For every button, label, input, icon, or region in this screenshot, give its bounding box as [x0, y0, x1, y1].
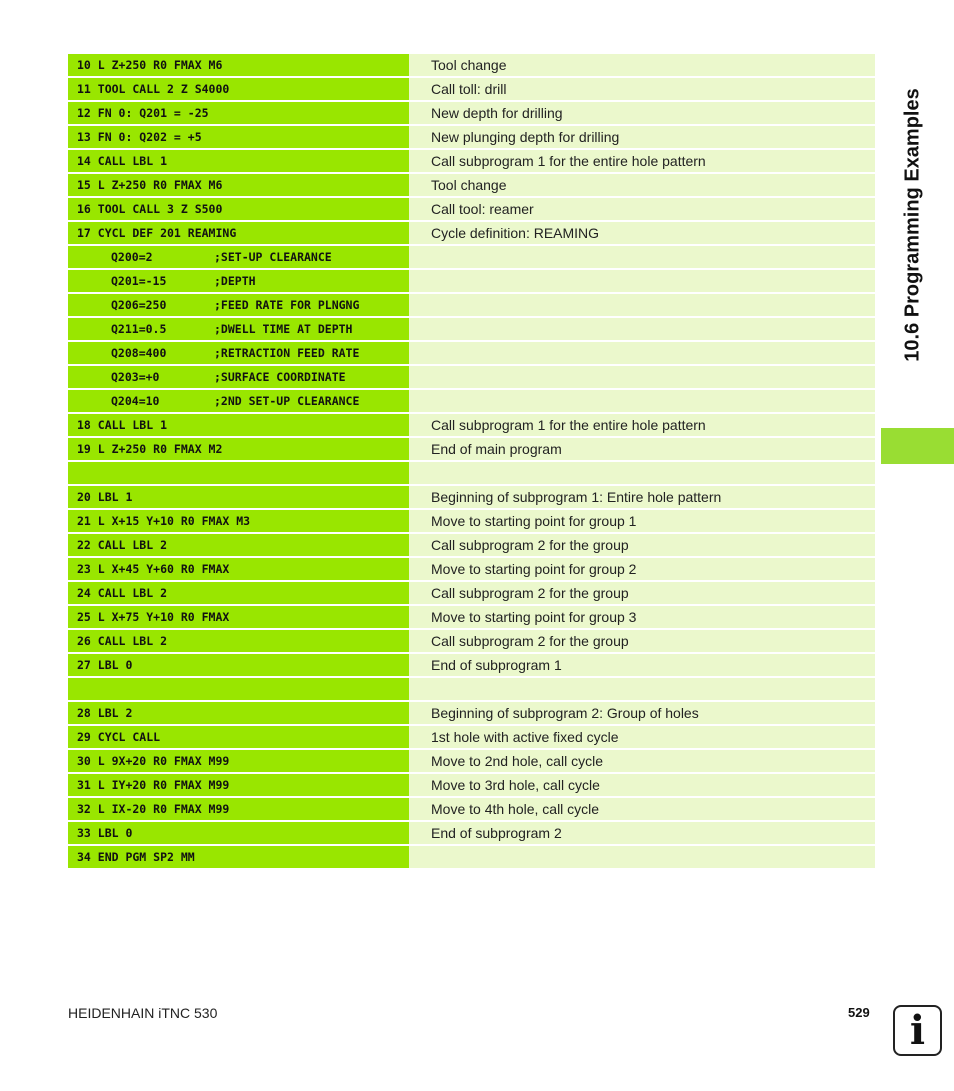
- table-row: [68, 342, 875, 364]
- nc-code-cell: [68, 366, 409, 388]
- cycle-parameter-comment: ;SET-UP CLEARANCE: [214, 250, 332, 264]
- description-cell: Call subprogram 2 for the group: [409, 534, 875, 556]
- nc-code-cell: 15 L Z+250 R0 FMAX M6: [68, 174, 409, 196]
- table-row: [68, 462, 875, 484]
- description-cell: Move to 4th hole, call cycle: [409, 798, 875, 820]
- description-cell: Tool change: [409, 54, 875, 76]
- nc-code-cell: [68, 462, 409, 484]
- nc-code-cell: [68, 390, 409, 412]
- cycle-parameter-comment: ;2ND SET-UP CLEARANCE: [214, 394, 360, 408]
- nc-code-cell: [68, 678, 409, 700]
- chapter-tab-marker: [881, 428, 954, 464]
- table-row: [68, 822, 875, 844]
- nc-code-cell: 12 FN 0: Q201 = -25: [68, 102, 409, 124]
- table-row: [68, 102, 875, 124]
- description-cell: [409, 846, 875, 868]
- table-row: [68, 150, 875, 172]
- table-row: [68, 702, 875, 724]
- description-cell: End of subprogram 2: [409, 822, 875, 844]
- nc-code-cell: 18 CALL LBL 1: [68, 414, 409, 436]
- nc-code-cell: 23 L X+45 Y+60 R0 FMAX: [68, 558, 409, 580]
- table-row: [68, 678, 875, 700]
- description-cell: Beginning of subprogram 1: Entire hole pattern: [409, 486, 875, 508]
- nc-code-cell: 34 END PGM SP2 MM: [68, 846, 409, 868]
- nc-code-cell: 16 TOOL CALL 3 Z S500: [68, 198, 409, 220]
- table-row: [68, 126, 875, 148]
- nc-code-cell: 30 L 9X+20 R0 FMAX M99: [68, 750, 409, 772]
- nc-code-cell: 14 CALL LBL 1: [68, 150, 409, 172]
- description-cell: End of subprogram 1: [409, 654, 875, 676]
- nc-code-cell: 19 L Z+250 R0 FMAX M2: [68, 438, 409, 460]
- table-row: [68, 198, 875, 220]
- description-cell: Move to 2nd hole, call cycle: [409, 750, 875, 772]
- nc-code-cell: 28 LBL 2: [68, 702, 409, 724]
- cycle-parameter-value: Q206=250: [111, 298, 167, 312]
- table-row: [68, 414, 875, 436]
- table-row: [68, 174, 875, 196]
- nc-code-cell: 11 TOOL CALL 2 Z S4000: [68, 78, 409, 100]
- cycle-parameter-comment: ;DEPTH: [214, 274, 256, 288]
- table-row: [68, 654, 875, 676]
- table-row: [68, 846, 875, 868]
- table-row: [68, 534, 875, 556]
- program-listing-table: [68, 54, 875, 870]
- description-cell: Move to starting point for group 3: [409, 606, 875, 628]
- description-cell: Call toll: drill: [409, 78, 875, 100]
- table-row: [68, 78, 875, 100]
- nc-code-cell: 13 FN 0: Q202 = +5: [68, 126, 409, 148]
- description-cell: 1st hole with active fixed cycle: [409, 726, 875, 748]
- description-cell: [409, 390, 875, 412]
- nc-code-cell: 26 CALL LBL 2: [68, 630, 409, 652]
- description-cell: Tool change: [409, 174, 875, 196]
- description-cell: [409, 294, 875, 316]
- description-cell: New plunging depth for drilling: [409, 126, 875, 148]
- cycle-parameter-value: Q203=+0: [111, 370, 160, 384]
- nc-code-cell: [68, 246, 409, 268]
- nc-code-cell: 10 L Z+250 R0 FMAX M6: [68, 54, 409, 76]
- table-row: [68, 750, 875, 772]
- nc-code-cell: 22 CALL LBL 2: [68, 534, 409, 556]
- cycle-parameter-value: Q201=-15: [111, 274, 167, 288]
- section-title-vertical: [893, 40, 933, 410]
- cycle-parameter-value: Q200=2: [111, 250, 153, 264]
- description-cell: End of main program: [409, 438, 875, 460]
- nc-code-cell: 21 L X+15 Y+10 R0 FMAX M3: [68, 510, 409, 532]
- description-cell: New depth for drilling: [409, 102, 875, 124]
- description-cell: [409, 342, 875, 364]
- footer-product-name: HEIDENHAIN iTNC 530: [68, 1005, 218, 1021]
- cycle-parameter-comment: ;SURFACE COORDINATE: [214, 370, 346, 384]
- table-row: [68, 510, 875, 532]
- nc-code-cell: 32 L IX-20 R0 FMAX M99: [68, 798, 409, 820]
- nc-code-cell: 25 L X+75 Y+10 R0 FMAX: [68, 606, 409, 628]
- cycle-parameter-comment: ;FEED RATE FOR PLNGNG: [214, 298, 360, 312]
- description-cell: [409, 318, 875, 340]
- section-title-text: 10.6 Programming Examples: [901, 88, 924, 362]
- table-row: [68, 222, 875, 244]
- table-row: [68, 606, 875, 628]
- nc-code-cell: 27 LBL 0: [68, 654, 409, 676]
- description-cell: [409, 246, 875, 268]
- table-row: [68, 390, 875, 412]
- description-cell: [409, 366, 875, 388]
- description-cell: Move to 3rd hole, call cycle: [409, 774, 875, 796]
- cycle-parameter-value: Q204=10: [111, 394, 160, 408]
- info-icon: i: [893, 1005, 942, 1056]
- nc-code-cell: 17 CYCL DEF 201 REAMING: [68, 222, 409, 244]
- nc-code-cell: 29 CYCL CALL: [68, 726, 409, 748]
- description-cell: Call subprogram 1 for the entire hole pattern: [409, 414, 875, 436]
- table-row: [68, 318, 875, 340]
- table-row: [68, 486, 875, 508]
- page-number: 529: [848, 1005, 870, 1020]
- cycle-parameter-comment: ;DWELL TIME AT DEPTH: [214, 322, 353, 336]
- nc-code-cell: 20 LBL 1: [68, 486, 409, 508]
- description-cell: Call tool: reamer: [409, 198, 875, 220]
- table-row: [68, 798, 875, 820]
- table-row: [68, 270, 875, 292]
- table-row: [68, 366, 875, 388]
- nc-code-cell: 31 L IY+20 R0 FMAX M99: [68, 774, 409, 796]
- table-row: [68, 438, 875, 460]
- description-cell: [409, 678, 875, 700]
- cycle-parameter-value: Q208=400: [111, 346, 167, 360]
- description-cell: Move to starting point for group 1: [409, 510, 875, 532]
- nc-code-cell: [68, 318, 409, 340]
- description-cell: Move to starting point for group 2: [409, 558, 875, 580]
- cycle-parameter-comment: ;RETRACTION FEED RATE: [214, 346, 360, 360]
- description-cell: Beginning of subprogram 2: Group of holes: [409, 702, 875, 724]
- description-cell: Call subprogram 1 for the entire hole pattern: [409, 150, 875, 172]
- table-row: [68, 726, 875, 748]
- description-cell: [409, 270, 875, 292]
- table-row: [68, 582, 875, 604]
- nc-code-cell: [68, 342, 409, 364]
- table-row: [68, 774, 875, 796]
- description-cell: [409, 462, 875, 484]
- description-cell: Cycle definition: REAMING: [409, 222, 875, 244]
- table-row: [68, 558, 875, 580]
- cycle-parameter-value: Q211=0.5: [111, 322, 167, 336]
- table-row: [68, 54, 875, 76]
- description-cell: Call subprogram 2 for the group: [409, 630, 875, 652]
- nc-code-cell: [68, 270, 409, 292]
- description-cell: Call subprogram 2 for the group: [409, 582, 875, 604]
- nc-code-cell: [68, 294, 409, 316]
- table-row: [68, 294, 875, 316]
- table-row: [68, 246, 875, 268]
- table-row: [68, 630, 875, 652]
- nc-code-cell: 24 CALL LBL 2: [68, 582, 409, 604]
- nc-code-cell: 33 LBL 0: [68, 822, 409, 844]
